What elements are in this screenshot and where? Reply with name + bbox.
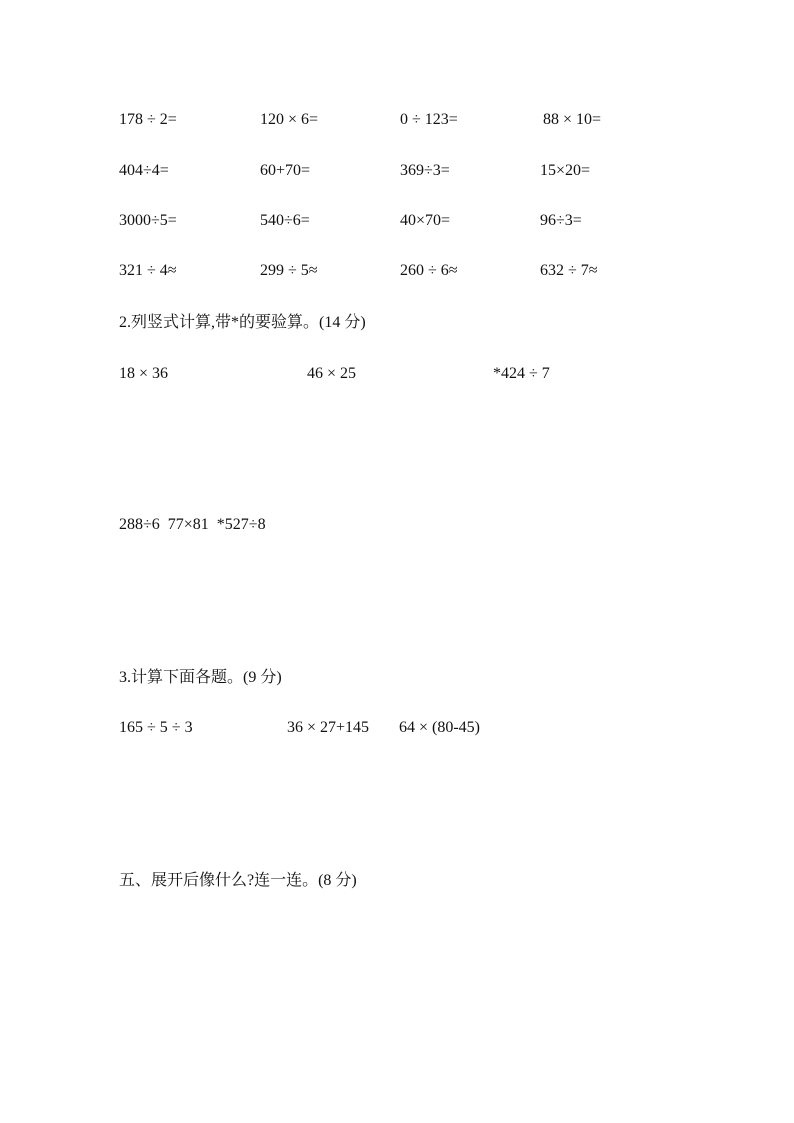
vertical-calc-problem-row: 288÷6 77×81 *527÷8 — [119, 516, 266, 533]
oral-calc-item: 299 ÷ 5≈ — [260, 262, 318, 279]
vertical-calc-problem: 46 × 25 — [307, 365, 357, 382]
section-heading: 五、展开后像什么?连一连。(8 分) — [119, 872, 357, 889]
oral-calc-item: 369÷3= — [400, 162, 450, 179]
oral-calc-item: 321 ÷ 4≈ — [119, 262, 177, 279]
oral-calc-item: 15×20= — [540, 162, 591, 179]
oral-calc-item: 40×70= — [400, 212, 451, 229]
compute-problem: 36 × 27+145 — [287, 719, 370, 736]
oral-calc-item: 178 ÷ 2= — [119, 111, 177, 128]
section-heading: 3.计算下面各题。(9 分) — [119, 669, 282, 686]
oral-calc-item: 404÷4= — [119, 162, 169, 179]
oral-calc-item: 88 × 10= — [543, 111, 602, 128]
oral-calc-item: 96÷3= — [540, 212, 582, 229]
oral-calc-item: 632 ÷ 7≈ — [540, 262, 598, 279]
oral-calc-item: 3000÷5= — [119, 212, 177, 229]
oral-calc-item: 260 ÷ 6≈ — [400, 262, 458, 279]
vertical-calc-problem: *424 ÷ 7 — [493, 365, 550, 382]
oral-calc-item: 0 ÷ 123= — [400, 111, 458, 128]
oral-calc-item: 120 × 6= — [260, 111, 319, 128]
compute-problem: 165 ÷ 5 ÷ 3 — [119, 719, 193, 736]
vertical-calc-problem: 18 × 36 — [119, 365, 169, 382]
compute-problem: 64 × (80-45) — [399, 719, 481, 736]
section-heading: 2.列竖式计算,带*的要验算。(14 分) — [119, 314, 366, 331]
oral-calc-item: 540÷6= — [260, 212, 310, 229]
oral-calc-item: 60+70= — [260, 162, 311, 179]
